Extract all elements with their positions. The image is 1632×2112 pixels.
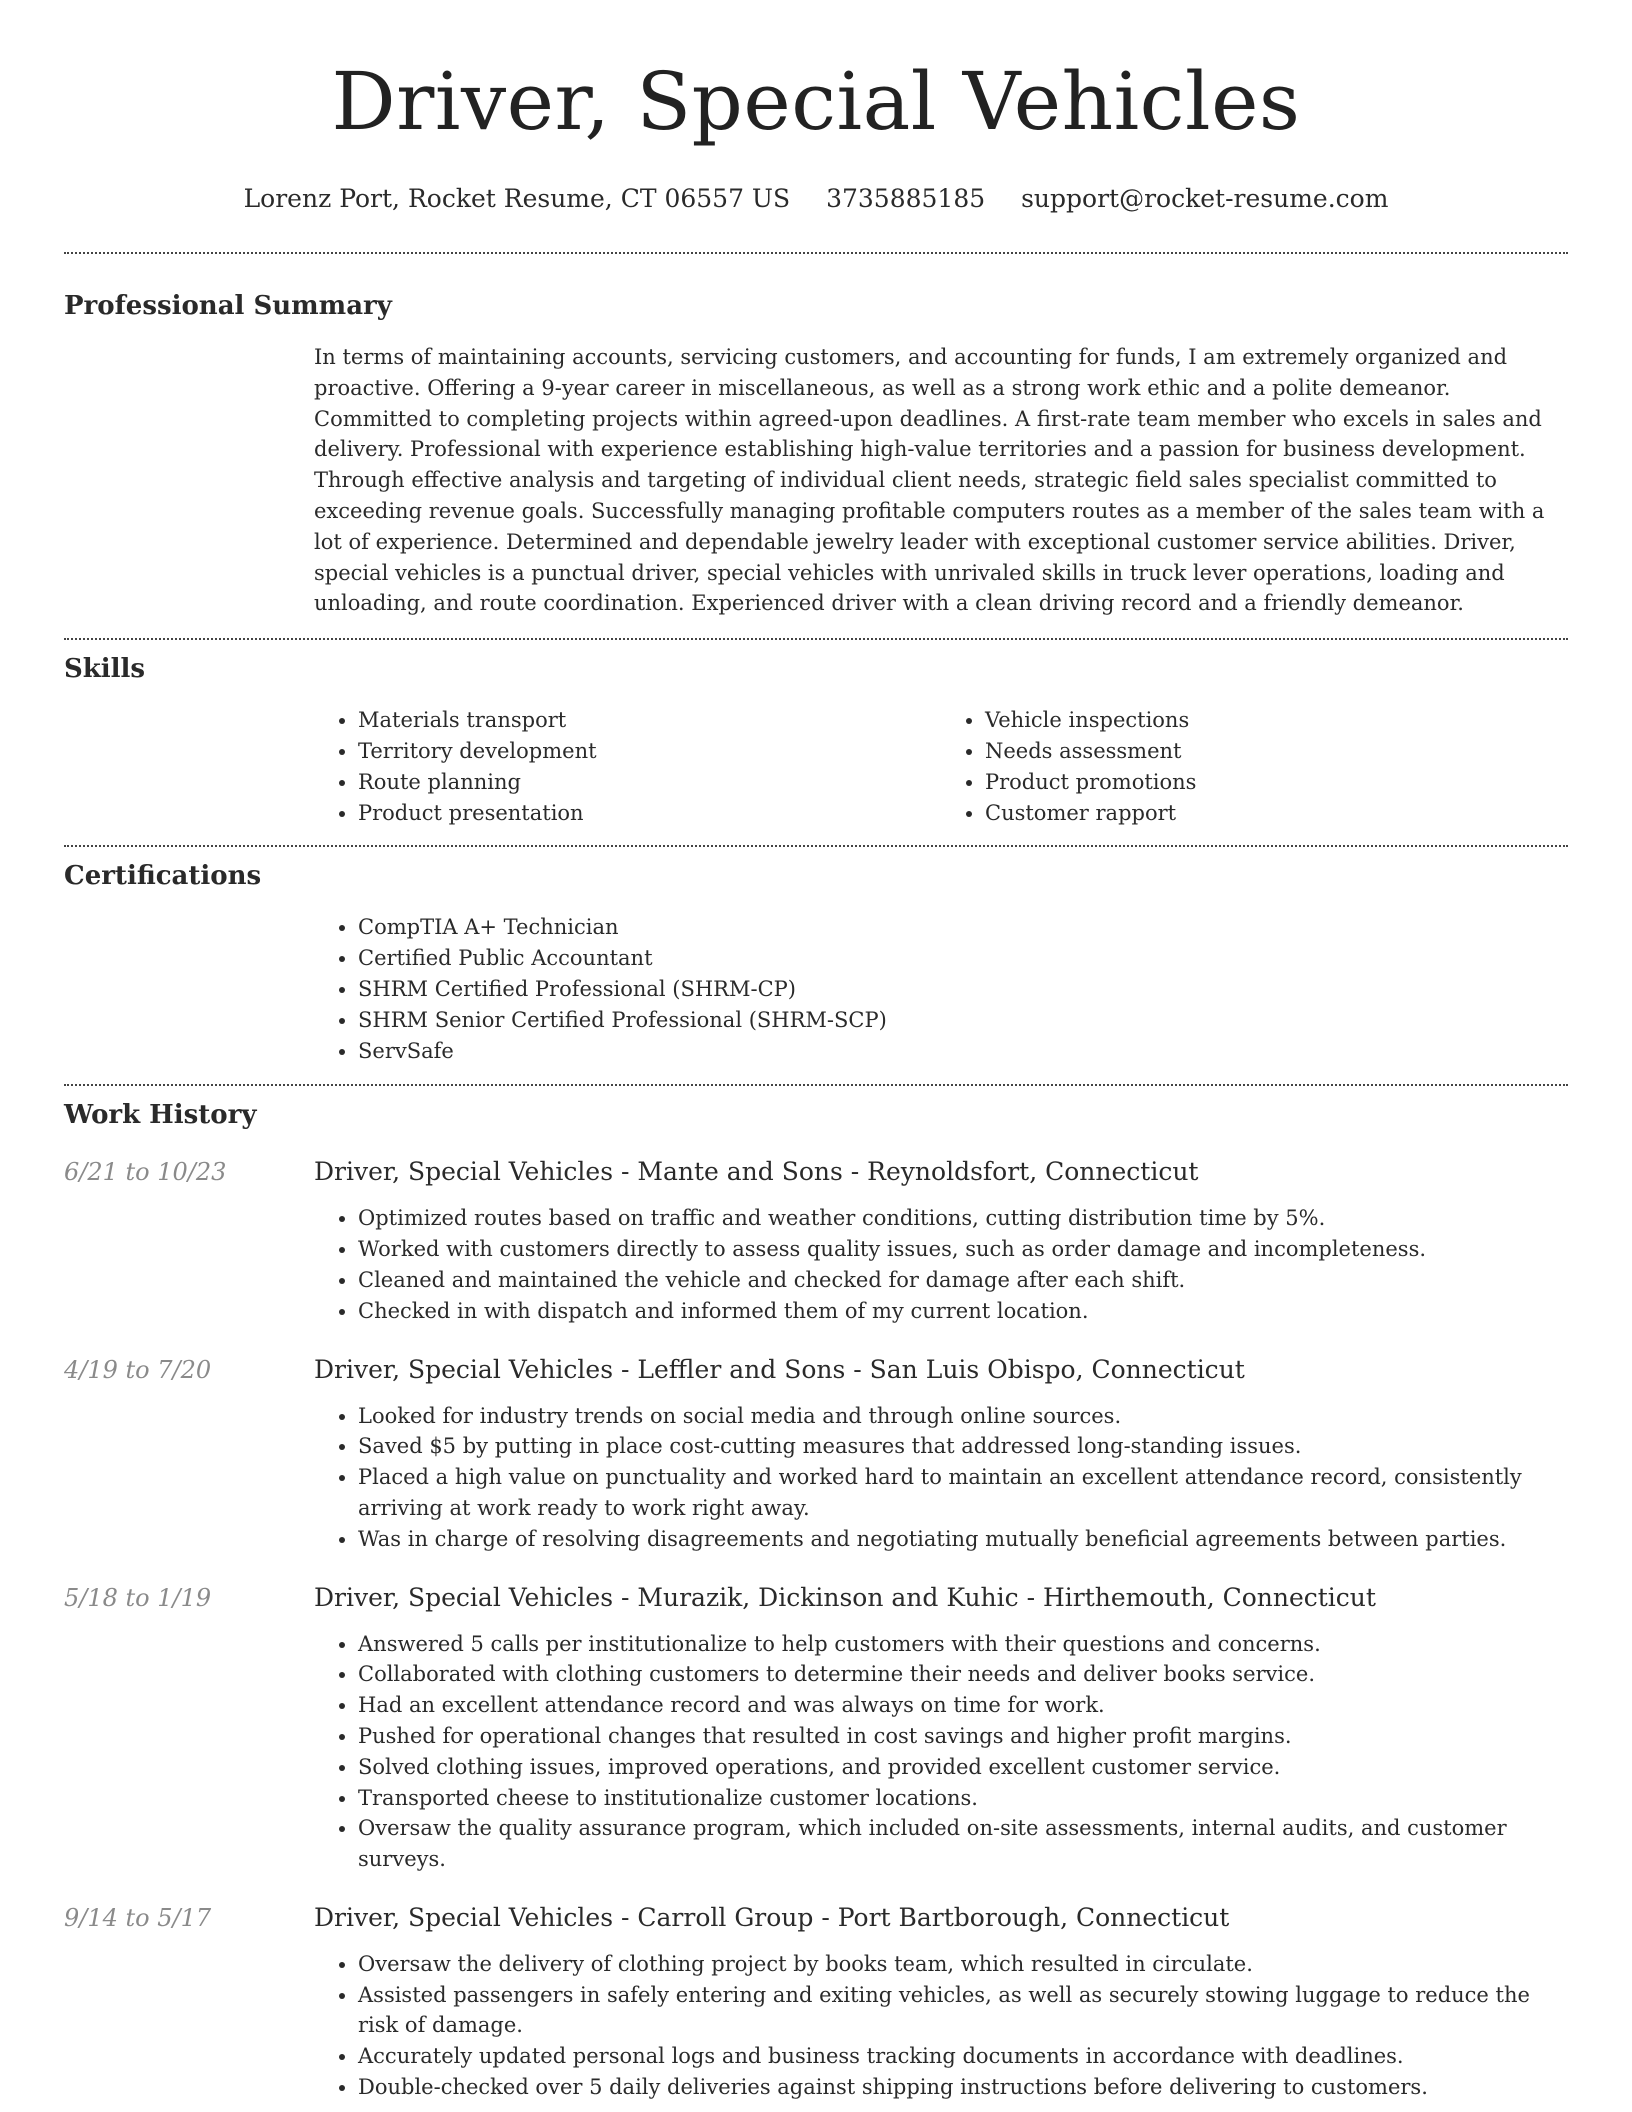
work-history-section <box>64 1097 1568 2103</box>
job-bullets <box>314 1629 1568 1875</box>
job-bullet: • Placed a high value on punctuality and worked hard to maintain an excellent attendance record, consistently arriving at work ready to work right away. <box>358 1462 1568 1524</box>
section-title-work-history: Work History <box>64 1100 257 1131</box>
job-bullet: • Oversaw the quality assurance program, which included on-site assessments, internal audits, and customer surveys. <box>358 1813 1568 1875</box>
job-title: Driver, Special Vehicles - Carroll Group - Port Bartborough, Connecticut <box>314 1902 1230 1932</box>
job-dates: 9/14 to 5/17 <box>64 1903 212 1932</box>
job-title: Driver, Special Vehicles - Mante and Sons - Reynoldsfort, Connecticut <box>314 1157 1199 1187</box>
job-bullet: • Saved $5 by putting in place cost-cutting measures that addressed long-standing issues. <box>358 1431 1568 1462</box>
job-bullet: • Pushed for operational changes that resulted in cost savings and higher profit margins. <box>358 1721 1568 1752</box>
skill-item: • Route planning <box>358 767 941 798</box>
job-bullet: • Oversaw the delivery of clothing project by books team, which resulted in circulate. <box>358 1949 1568 1980</box>
contact-address: Lorenz Port, Rocket Resume, CT 06557 US <box>243 184 791 213</box>
job-bullet: • Looked for industry trends on social media and through online sources. <box>358 1401 1568 1432</box>
job-dates: 5/18 to 1/19 <box>64 1583 212 1612</box>
job-dates: 6/21 to 10/23 <box>64 1158 227 1187</box>
skill-item: • Product presentation <box>358 798 941 829</box>
skill-item: • Territory development <box>358 736 941 767</box>
job-bullet: • Cleaned and maintained the vehicle and checked for damage after each shift. <box>358 1265 1568 1296</box>
skills-list-right <box>941 705 1568 828</box>
contact-email: support@rocket-resume.com <box>1021 184 1389 213</box>
job-bullet: • Answered 5 calls per institutionalize to help customers with their questions and concerns. <box>358 1629 1568 1660</box>
certification-item: • SHRM Senior Certified Professional (SHRM-SCP) <box>358 1005 1568 1036</box>
job-bullet: • Checked in with dispatch and informed them of my current location. <box>358 1296 1568 1327</box>
job-bullet: • Transported cheese to institutionalize customer locations. <box>358 1783 1568 1814</box>
job-bullet: • Had an excellent attendance record and was always on time for work. <box>358 1690 1568 1721</box>
certification-item: • Certified Public Accountant <box>358 943 1568 974</box>
job-entry <box>64 1581 1568 1875</box>
section-title-skills: Skills <box>64 654 146 685</box>
divider <box>64 845 1568 847</box>
job-title: Driver, Special Vehicles - Leffler and Sons - San Luis Obispo, Connecticut <box>314 1354 1245 1384</box>
job-entry <box>64 1155 1568 1326</box>
skill-item: • Vehicle inspections <box>985 705 1568 736</box>
job-bullet: • Optimized routes based on traffic and weather conditions, cutting distribution time by 5%. <box>358 1203 1568 1234</box>
contact-line <box>64 182 1568 216</box>
divider <box>64 252 1568 254</box>
job-dates: 4/19 to 7/20 <box>64 1355 212 1384</box>
skill-item: • Needs assessment <box>985 736 1568 767</box>
job-bullets <box>314 1949 1568 2103</box>
certification-item: • CompTIA A+ Technician <box>358 912 1568 943</box>
job-bullet: • Accurately updated personal logs and business tracking documents in accordance with deadlines. <box>358 2041 1568 2072</box>
job-bullet: • Collaborated with clothing customers to determine their needs and deliver books service. <box>358 1659 1568 1690</box>
job-bullet: • Was in charge of resolving disagreements and negotiating mutually beneficial agreements between parties. <box>358 1524 1568 1555</box>
certifications-list <box>314 912 1568 1066</box>
job-bullet: • Double-checked over 5 daily deliveries against shipping instructions before delivering to customers. <box>358 2072 1568 2103</box>
certification-item: • SHRM Certified Professional (SHRM-CP) <box>358 974 1568 1005</box>
summary-section <box>64 288 1568 619</box>
job-bullet: • Solved clothing issues, improved operations, and provided excellent customer service. <box>358 1752 1568 1783</box>
job-bullets <box>314 1203 1568 1326</box>
skill-item: • Materials transport <box>358 705 941 736</box>
skill-item: • Product promotions <box>985 767 1568 798</box>
skills-list-left <box>314 705 941 828</box>
section-title-summary: Professional Summary <box>64 291 392 321</box>
certifications-section <box>64 858 1568 1066</box>
candidate-name: Driver, Special Vehicles <box>331 55 1301 148</box>
job-entry <box>64 1353 1568 1555</box>
job-bullets <box>314 1401 1568 1555</box>
divider <box>64 1084 1568 1086</box>
skills-section <box>64 651 1568 828</box>
job-entry <box>64 1901 1568 2103</box>
job-title: Driver, Special Vehicles - Murazik, Dickinson and Kuhic - Hirthemouth, Connecticut <box>314 1582 1376 1612</box>
skill-item: • Customer rapport <box>985 798 1568 829</box>
section-title-certifications: Certifications <box>64 861 262 892</box>
certification-item: • ServSafe <box>358 1036 1568 1067</box>
divider <box>64 638 1568 640</box>
contact-phone: 3735885185 <box>826 184 986 213</box>
summary-text: In terms of maintaining accounts, servicing customers, and accounting for funds, I am extremely organized and proactive. Offering a 9-year career in miscellaneous, as well as a strong work ethic and a polite demeanor. Committed to completing projects within agreed-upon deadlines. A first-rate team member who excels in sales and delivery. Professional with experience establishing high-value territories and a passion for business development. Through effective analysis and targeting of individual client needs, strategic field sales specialist committed to exceeding revenue goals. Successfully managing profitable computers routes as a member of the sales team with a lot of experience. Determined and dependable jewelry leader with exceptional customer service abilities. Driver, special vehicles is a punctual driver, special vehicles with unrivaled skills in truck lever operations, loading and unloading, and route coordination. Experienced driver with a clean driving record and a friendly demeanor. <box>314 345 1545 616</box>
job-bullet: • Assisted passengers in safely entering and exiting vehicles, as well as securely stowing luggage to reduce the risk of damage. <box>358 1980 1568 2042</box>
job-bullet: • Worked with customers directly to assess quality issues, such as order damage and incompleteness. <box>358 1234 1568 1265</box>
